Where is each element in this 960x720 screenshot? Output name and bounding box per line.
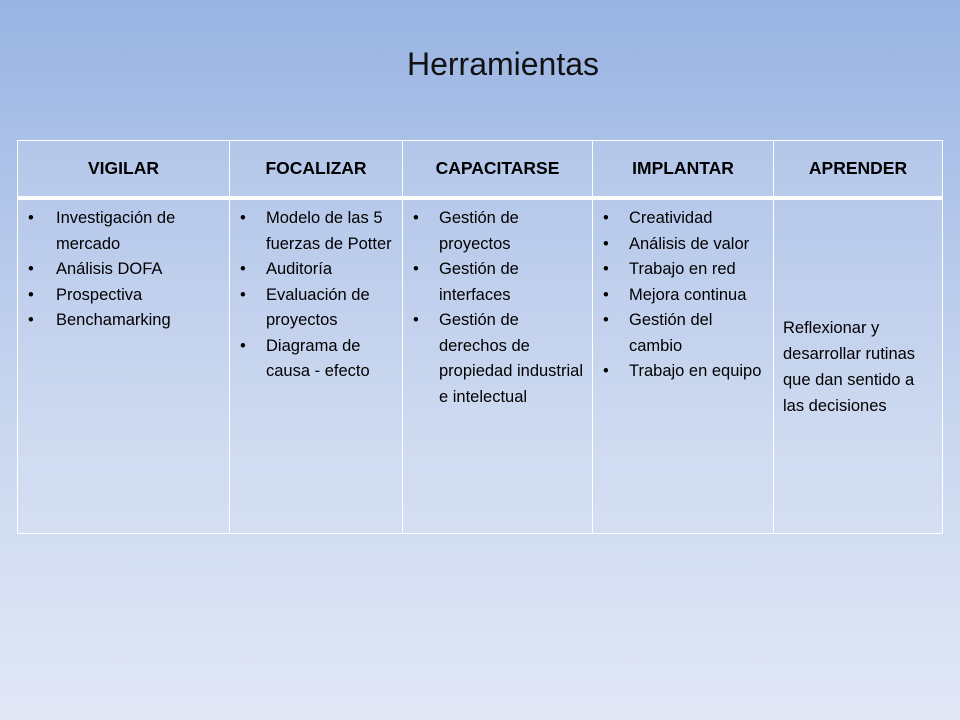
tools-table xyxy=(17,140,943,534)
cell-vigilar xyxy=(18,198,230,534)
list-item: • Trabajo en red xyxy=(597,257,769,283)
list-item: • Modelo de las 5 fuerzas de Potter xyxy=(234,206,398,257)
list-implantar xyxy=(597,206,769,385)
list-vigilar xyxy=(22,206,225,334)
list-item: • Investigación de mercado xyxy=(22,206,225,257)
header-focalizar: FOCALIZAR xyxy=(230,141,403,199)
list-item: • Mejora continua xyxy=(597,283,769,309)
header-vigilar: VIGILAR xyxy=(18,141,230,199)
list-item: • Gestión del cambio xyxy=(597,308,769,359)
list-item: • Benchamarking xyxy=(22,308,225,334)
list-item: • Auditoría xyxy=(234,257,398,283)
list-item: • Gestión de derechos de propiedad industrial e intelectual xyxy=(407,308,588,410)
header-implantar: IMPLANTAR xyxy=(593,141,774,199)
list-item: • Creatividad xyxy=(597,206,769,232)
slide-title: Herramientas xyxy=(406,46,600,82)
list-capacitarse xyxy=(407,206,588,410)
list-item: • Evaluación de proyectos xyxy=(234,283,398,334)
list-item: • Prospectiva xyxy=(22,283,225,309)
cell-implantar xyxy=(593,198,774,534)
list-focalizar xyxy=(234,206,398,385)
aprender-text: Reflexionar y desarrollar rutinas que dan sentido a las decisiones xyxy=(783,318,916,415)
list-item: • Diagrama de causa - efecto xyxy=(234,334,398,385)
header-capacitarse: CAPACITARSE xyxy=(403,141,593,199)
list-item: • Trabajo en equipo xyxy=(597,359,769,385)
table-header-row xyxy=(18,141,943,199)
header-aprender: APRENDER xyxy=(774,141,943,199)
list-item: • Análisis de valor xyxy=(597,232,769,258)
list-item: • Análisis DOFA xyxy=(22,257,225,283)
cell-aprender xyxy=(774,198,943,534)
table-row xyxy=(18,198,943,534)
cell-capacitarse xyxy=(403,198,593,534)
cell-focalizar xyxy=(230,198,403,534)
list-item: • Gestión de proyectos xyxy=(407,206,588,257)
list-item: • Gestión de interfaces xyxy=(407,257,588,308)
